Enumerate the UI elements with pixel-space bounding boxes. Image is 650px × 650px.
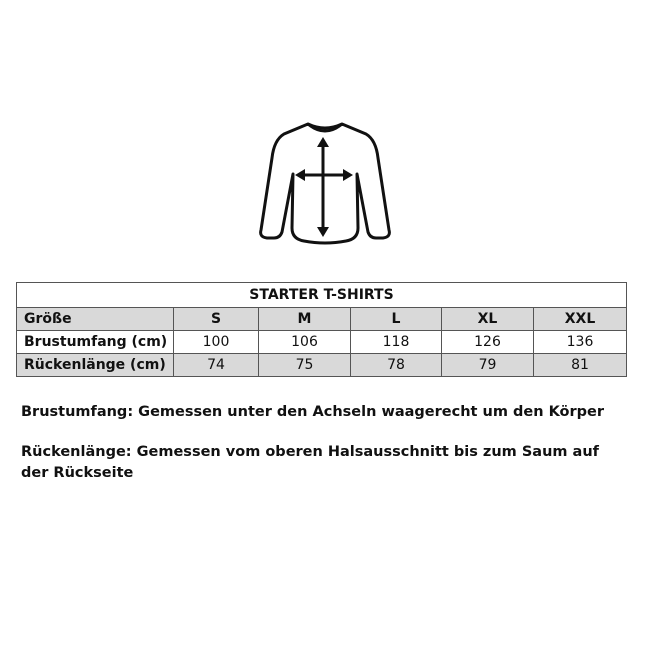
table-cell: 100 [174,331,259,354]
length-arrow-head-bottom [317,227,329,237]
table-row-back-length [17,354,627,377]
header-size-xl: XL [442,308,534,331]
length-arrow-head-top [317,137,329,147]
header-size-s: S [174,308,259,331]
table-cell: 78 [351,354,442,377]
table-title: STARTER T-SHIRTS [17,283,627,308]
header-size-l: L [351,308,442,331]
row-label-chest: Brustumfang (cm) [17,331,174,354]
table-cell: 79 [442,354,534,377]
table-cell: 106 [259,331,351,354]
note-chest-measurement: Brustumfang: Gemessen unter den Achseln waagerecht um den Körper [21,404,605,420]
note-back-length-measurement: Rückenlänge: Gemessen vom oberen Halsausschnitt bis zum Saum auf der Rückseite [21,444,599,481]
table-row-chest [17,331,627,354]
chest-arrow-head-right [343,169,353,181]
table-cell: 75 [259,354,351,377]
header-size-label: Größe [17,308,174,331]
table-header-row [17,308,627,331]
row-label-back-length: Rückenlänge (cm) [17,354,174,377]
table-cell: 126 [442,331,534,354]
size-chart-table [16,282,627,377]
chest-arrow-head-left [295,169,305,181]
table-cell: 136 [534,331,627,354]
header-size-m: M [259,308,351,331]
longsleeve-shirt-measure-icon [250,118,400,246]
table-title-row [17,283,627,308]
table-cell: 81 [534,354,627,377]
table-cell: 118 [351,331,442,354]
header-size-xxl: XXL [534,308,627,331]
table-cell: 74 [174,354,259,377]
